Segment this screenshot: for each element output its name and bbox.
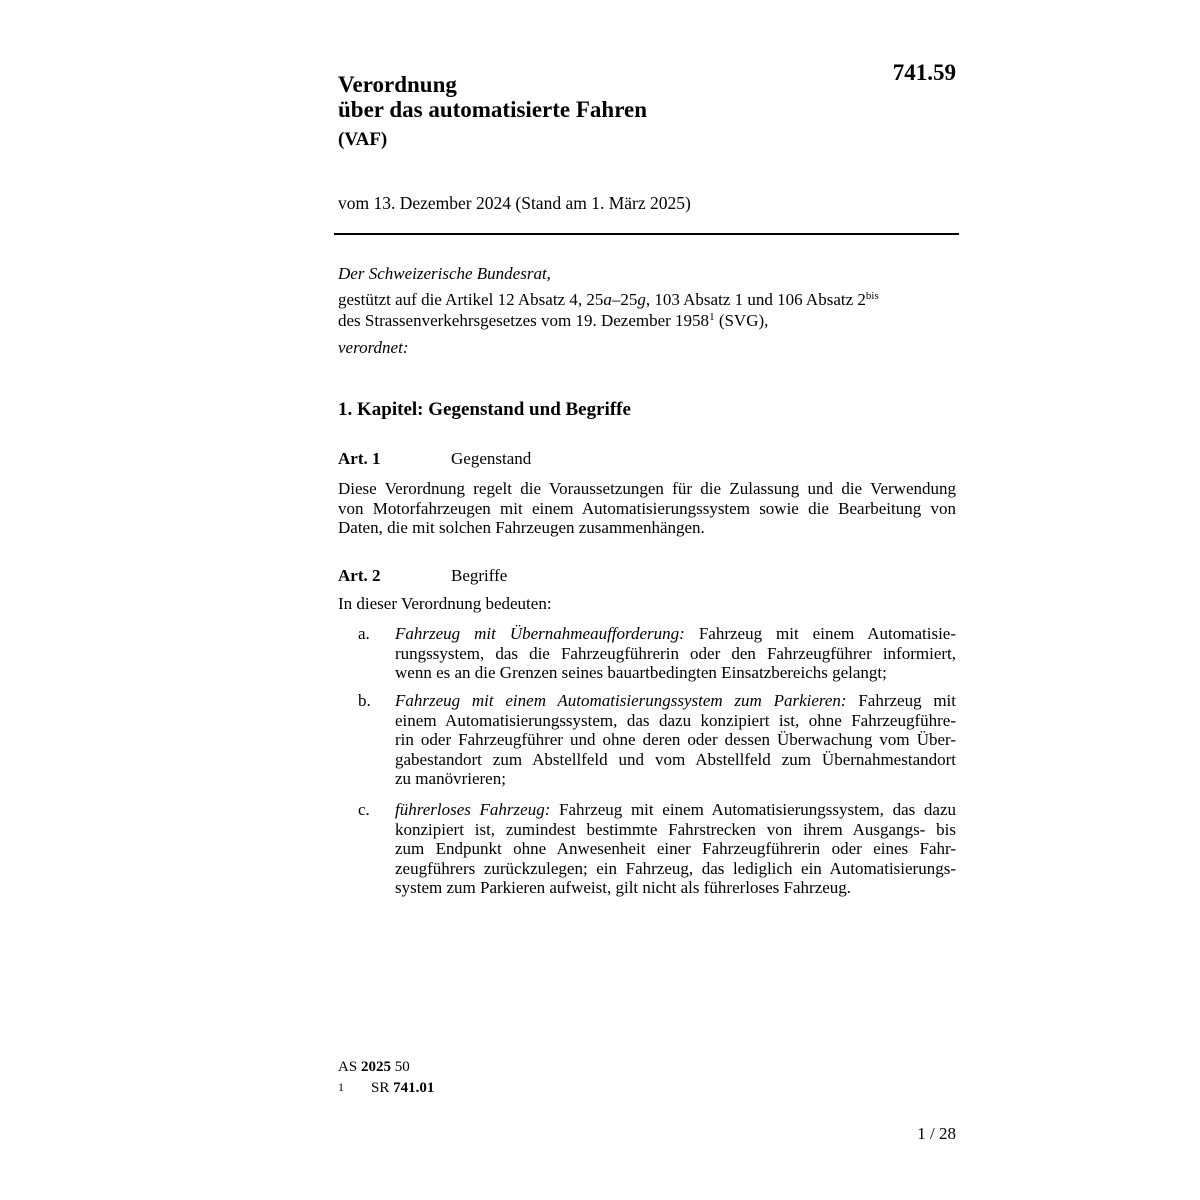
list-marker: b. bbox=[358, 691, 371, 710]
definition-line: konzipiert ist, zumindest bestimmte Fahrstrecken von ihrem Ausgangs- bis bbox=[395, 819, 956, 839]
preamble-legal-basis-line-1: gestützt auf die Artikel 12 Absatz 4, 25a–25g, 103 Absatz 1 und 106 Absatz $2^{bis}$ bbox=[338, 290, 879, 309]
official-compilation-reference: AS 2025 50 bbox=[338, 1059, 410, 1075]
footnote-text: SR 741.01 bbox=[371, 1080, 435, 1096]
article-2-title: Begriffe bbox=[451, 566, 508, 585]
definition-term: Fahrzeug mit einem Automatisierungssystem zum Parkieren: bbox=[395, 691, 847, 710]
document-abbreviation: (VAF) bbox=[338, 129, 388, 150]
definition-line: führerloses Fahrzeug: Fahrzeug mit einem Automatisierungssystem, das dazu bbox=[395, 800, 956, 819]
definition-line: zeugführers zurückzulegen; ein Fahrzeug, das lediglich ein Automatisierungs- bbox=[395, 858, 956, 878]
definition-item-c bbox=[338, 800, 956, 900]
preamble-legal-basis-line-2: des Strassenverkehrsgesetzes vom 19. Dezember 1958$^1$ (SVG), bbox=[338, 311, 769, 330]
article-1-title: Gegenstand bbox=[451, 449, 532, 468]
preamble-verordnet: verordnet: bbox=[338, 338, 409, 357]
document-title-line-1: Verordnung bbox=[338, 72, 457, 97]
header-divider bbox=[334, 233, 959, 235]
preamble-authority: Der Schweizerische Bundesrat, bbox=[338, 264, 551, 283]
superscript-bis: bis bbox=[865, 290, 879, 302]
list-marker: c. bbox=[358, 800, 370, 819]
definition-term: Fahrzeug mit Übernahmeaufforderung: bbox=[395, 624, 685, 643]
definition-line: Fahrzeug mit einem Automatisierungssystem zum Parkieren: Fahrzeug mit bbox=[395, 691, 956, 710]
definition-line: rungssystem, das die Fahrzeugführerin oder den Fahrzeugführer informiert, bbox=[395, 643, 956, 663]
definition-line: Fahrzeug mit Übernahmeaufforderung: Fahrzeug mit einem Automatisie- bbox=[395, 624, 956, 643]
sr-number: 741.59 bbox=[892, 60, 956, 85]
article-1-line: von Motorfahrzeugen mit einem Automatisierungssystem sowie die Bearbeitung von bbox=[338, 498, 956, 518]
definition-term: führerloses Fahrzeug: bbox=[395, 800, 551, 819]
definition-line: zum Endpunkt ohne Anwesenheit einer Fahrzeugführerin oder eines Fahr- bbox=[395, 839, 956, 858]
chapter-1-heading: 1. Kapitel: Gegenstand und Begriffe bbox=[338, 399, 631, 420]
document-title-line-2: über das automatisierte Fahren bbox=[338, 97, 647, 122]
footnote-number: 1 bbox=[338, 1080, 344, 1094]
definition-line: zu manövrieren; bbox=[395, 769, 506, 788]
article-1-number: Art. 1 bbox=[338, 449, 381, 468]
article-2-intro: In dieser Verordnung bedeuten: bbox=[338, 594, 552, 613]
definition-line: gabestandort zum Abstellfeld und vom Abstellfeld zum Übernahmestandort bbox=[395, 749, 956, 769]
document-date: vom 13. Dezember 2024 (Stand am 1. März 2025) bbox=[338, 193, 691, 213]
article-1-text bbox=[338, 479, 956, 538]
definition-item-b bbox=[338, 691, 956, 791]
definition-line: system zum Parkieren aufweist, gilt nicht als führerloses Fahrzeug. bbox=[395, 878, 852, 897]
definition-item-a bbox=[338, 624, 956, 684]
article-2-number: Art. 2 bbox=[338, 566, 381, 585]
list-marker: a. bbox=[358, 624, 370, 643]
definition-line: wenn es an die Grenzen seines bauartbedingten Einsatzbereichs gelangt; bbox=[395, 663, 887, 682]
article-1-line: Diese Verordnung regelt die Voraussetzungen für die Zulassung und die Verwendung bbox=[338, 479, 956, 498]
definition-line: einem Automatisierungssystem, das dazu konzipiert ist, ohne Fahrzeugführe- bbox=[395, 710, 956, 730]
article-1-line: Daten, die mit solchen Fahrzeugen zusammenhängen. bbox=[338, 518, 705, 537]
page-number: 1 / 28 bbox=[917, 1124, 956, 1143]
definition-line: rin oder Fahrzeugführer und ohne deren oder dessen Überwachung vom Über- bbox=[395, 730, 956, 749]
footnote-reference-1[interactable]: 1 bbox=[709, 311, 715, 323]
